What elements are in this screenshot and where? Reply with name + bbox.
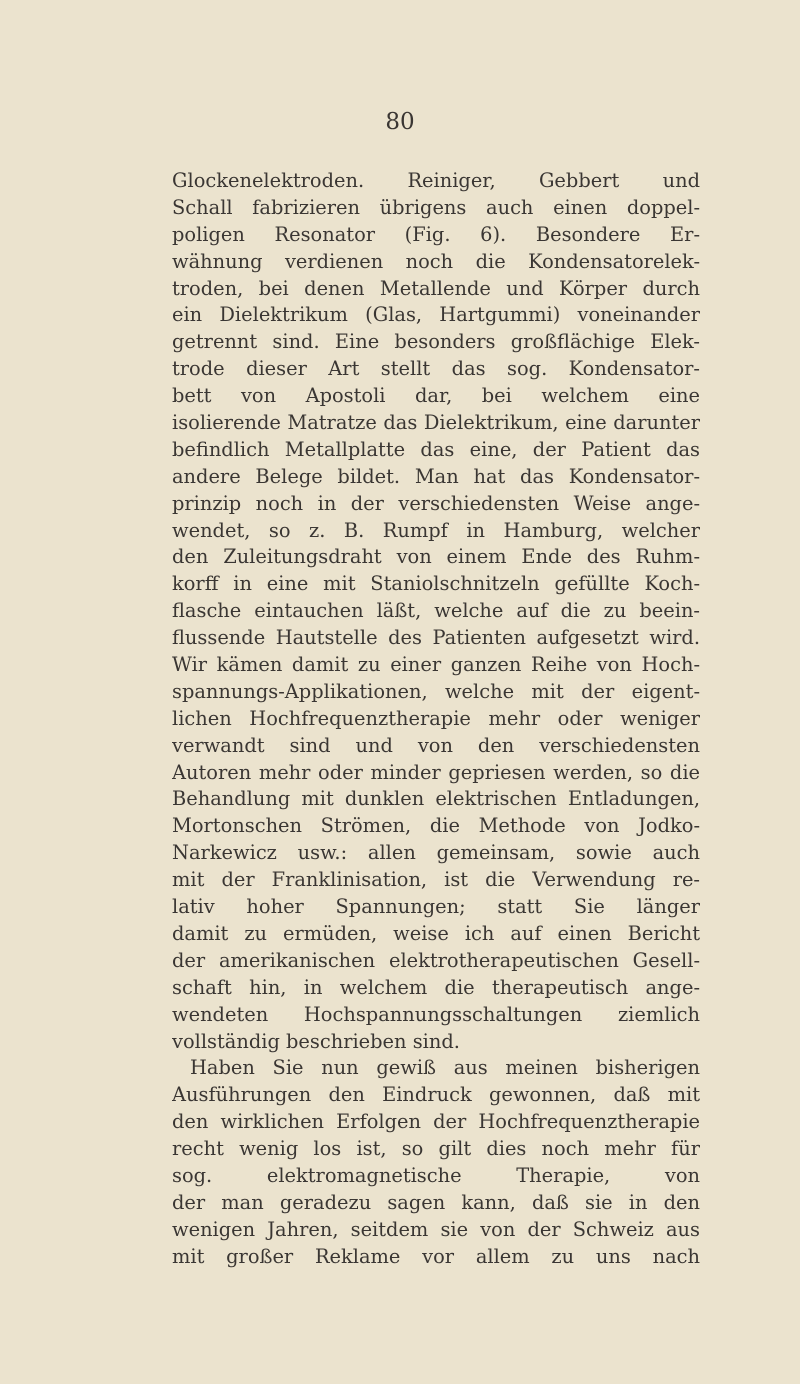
text-line: Behandlung mit dunklen elektrischen Entladungen, [172,787,700,811]
text-line: vollständig beschrieben sind. [172,1029,460,1053]
text-line: der amerikanischen elektrotherapeutischen Gesell- [172,948,700,972]
text-line: der man geradezu sagen kann, daß sie in den [172,1190,700,1214]
text-line: poligen Resonator (Fig. 6). Besondere Er- [172,222,700,246]
text-line: wenigen Jahren, seitdem sie von der Schweiz aus [172,1217,700,1241]
text-line: korff in eine mit Staniolschnitzeln gefüllte Koch- [172,572,700,596]
text-line: den Zuleitungsdraht von einem Ende des Ruhm- [172,545,700,569]
text-line: befindlich Metallplatte das eine, der Patient das [172,437,700,461]
text-line: den wirklichen Erfolgen der Hochfrequenztherapie [172,1110,700,1134]
text-line: wendeten Hochspannungsschaltungen ziemlich [172,1002,700,1026]
text-line: isolierende Matratze das Dielektrikum, eine darunter [172,411,700,435]
text-line: lativ hoher Spannungen; statt Sie länger [172,895,700,919]
text-line: flussende Hautstelle des Patienten aufgesetzt wird. [172,626,700,650]
text-line: troden, bei denen Metallende und Körper durch [172,276,700,300]
text-line: wendet, so z. B. Rumpf in Hamburg, welcher [172,518,700,542]
text-line: lichen Hochfrequenztherapie mehr oder weniger [172,706,700,730]
text-line: Glockenelektroden. Reiniger, Gebbert und [172,169,700,192]
text-line: verwandt sind und von den verschiedensten [172,733,700,757]
text-line: trode dieser Art stellt das sog. Kondensator- [172,357,700,381]
text-line: Wir kämen damit zu einer ganzen Reihe von Hoch- [172,653,700,677]
text-line: sog. elektromagnetische Therapie, von [172,1163,700,1187]
text-line: Haben Sie nun gewiß aus meinen bisherigen [190,1056,700,1080]
text-line: flasche eintauchen läßt, welche auf die zu beein- [172,599,700,623]
text-line: Ausführungen den Eindruck gewonnen, daß mit [172,1083,700,1107]
text-line: mit großer Reklame vor allem zu uns nach [172,1244,700,1268]
text-line: damit zu ermüden, weise ich auf einen Bericht [172,921,700,945]
page-number: 80 [385,109,415,135]
text-line: ein Dielektrikum (Glas, Hartgummi) voneinander [172,303,700,327]
text-line: spannungs-Applikationen, welche mit der eigent- [172,679,700,703]
text-line: Schall fabrizieren übrigens auch einen doppel- [172,195,700,219]
text-line: schaft hin, in welchem die therapeutisch ange- [172,975,700,999]
text-line: getrennt sind. Eine besonders großflächige Elek- [172,330,700,354]
text-line: mit der Franklinisation, ist die Verwendung re- [172,868,700,892]
text-line: recht wenig los ist, so gilt dies noch mehr für [172,1137,700,1161]
text-line: prinzip noch in der verschiedensten Weise ange- [172,491,700,515]
text-line: wähnung verdienen noch die Kondensatorelek- [172,249,700,273]
text-line: bett von Apostoli dar, bei welchem eine [172,384,700,408]
text-line: Narkewicz usw.: allen gemeinsam, sowie auch [172,841,700,865]
text-line: Autoren mehr oder minder gepriesen werden, so die [172,760,700,784]
text-line: Mortonschen Strömen, die Methode von Jodko- [172,814,700,838]
text-line: andere Belege bildet. Man hat das Kondensator- [172,464,700,488]
body-text [172,168,700,1271]
